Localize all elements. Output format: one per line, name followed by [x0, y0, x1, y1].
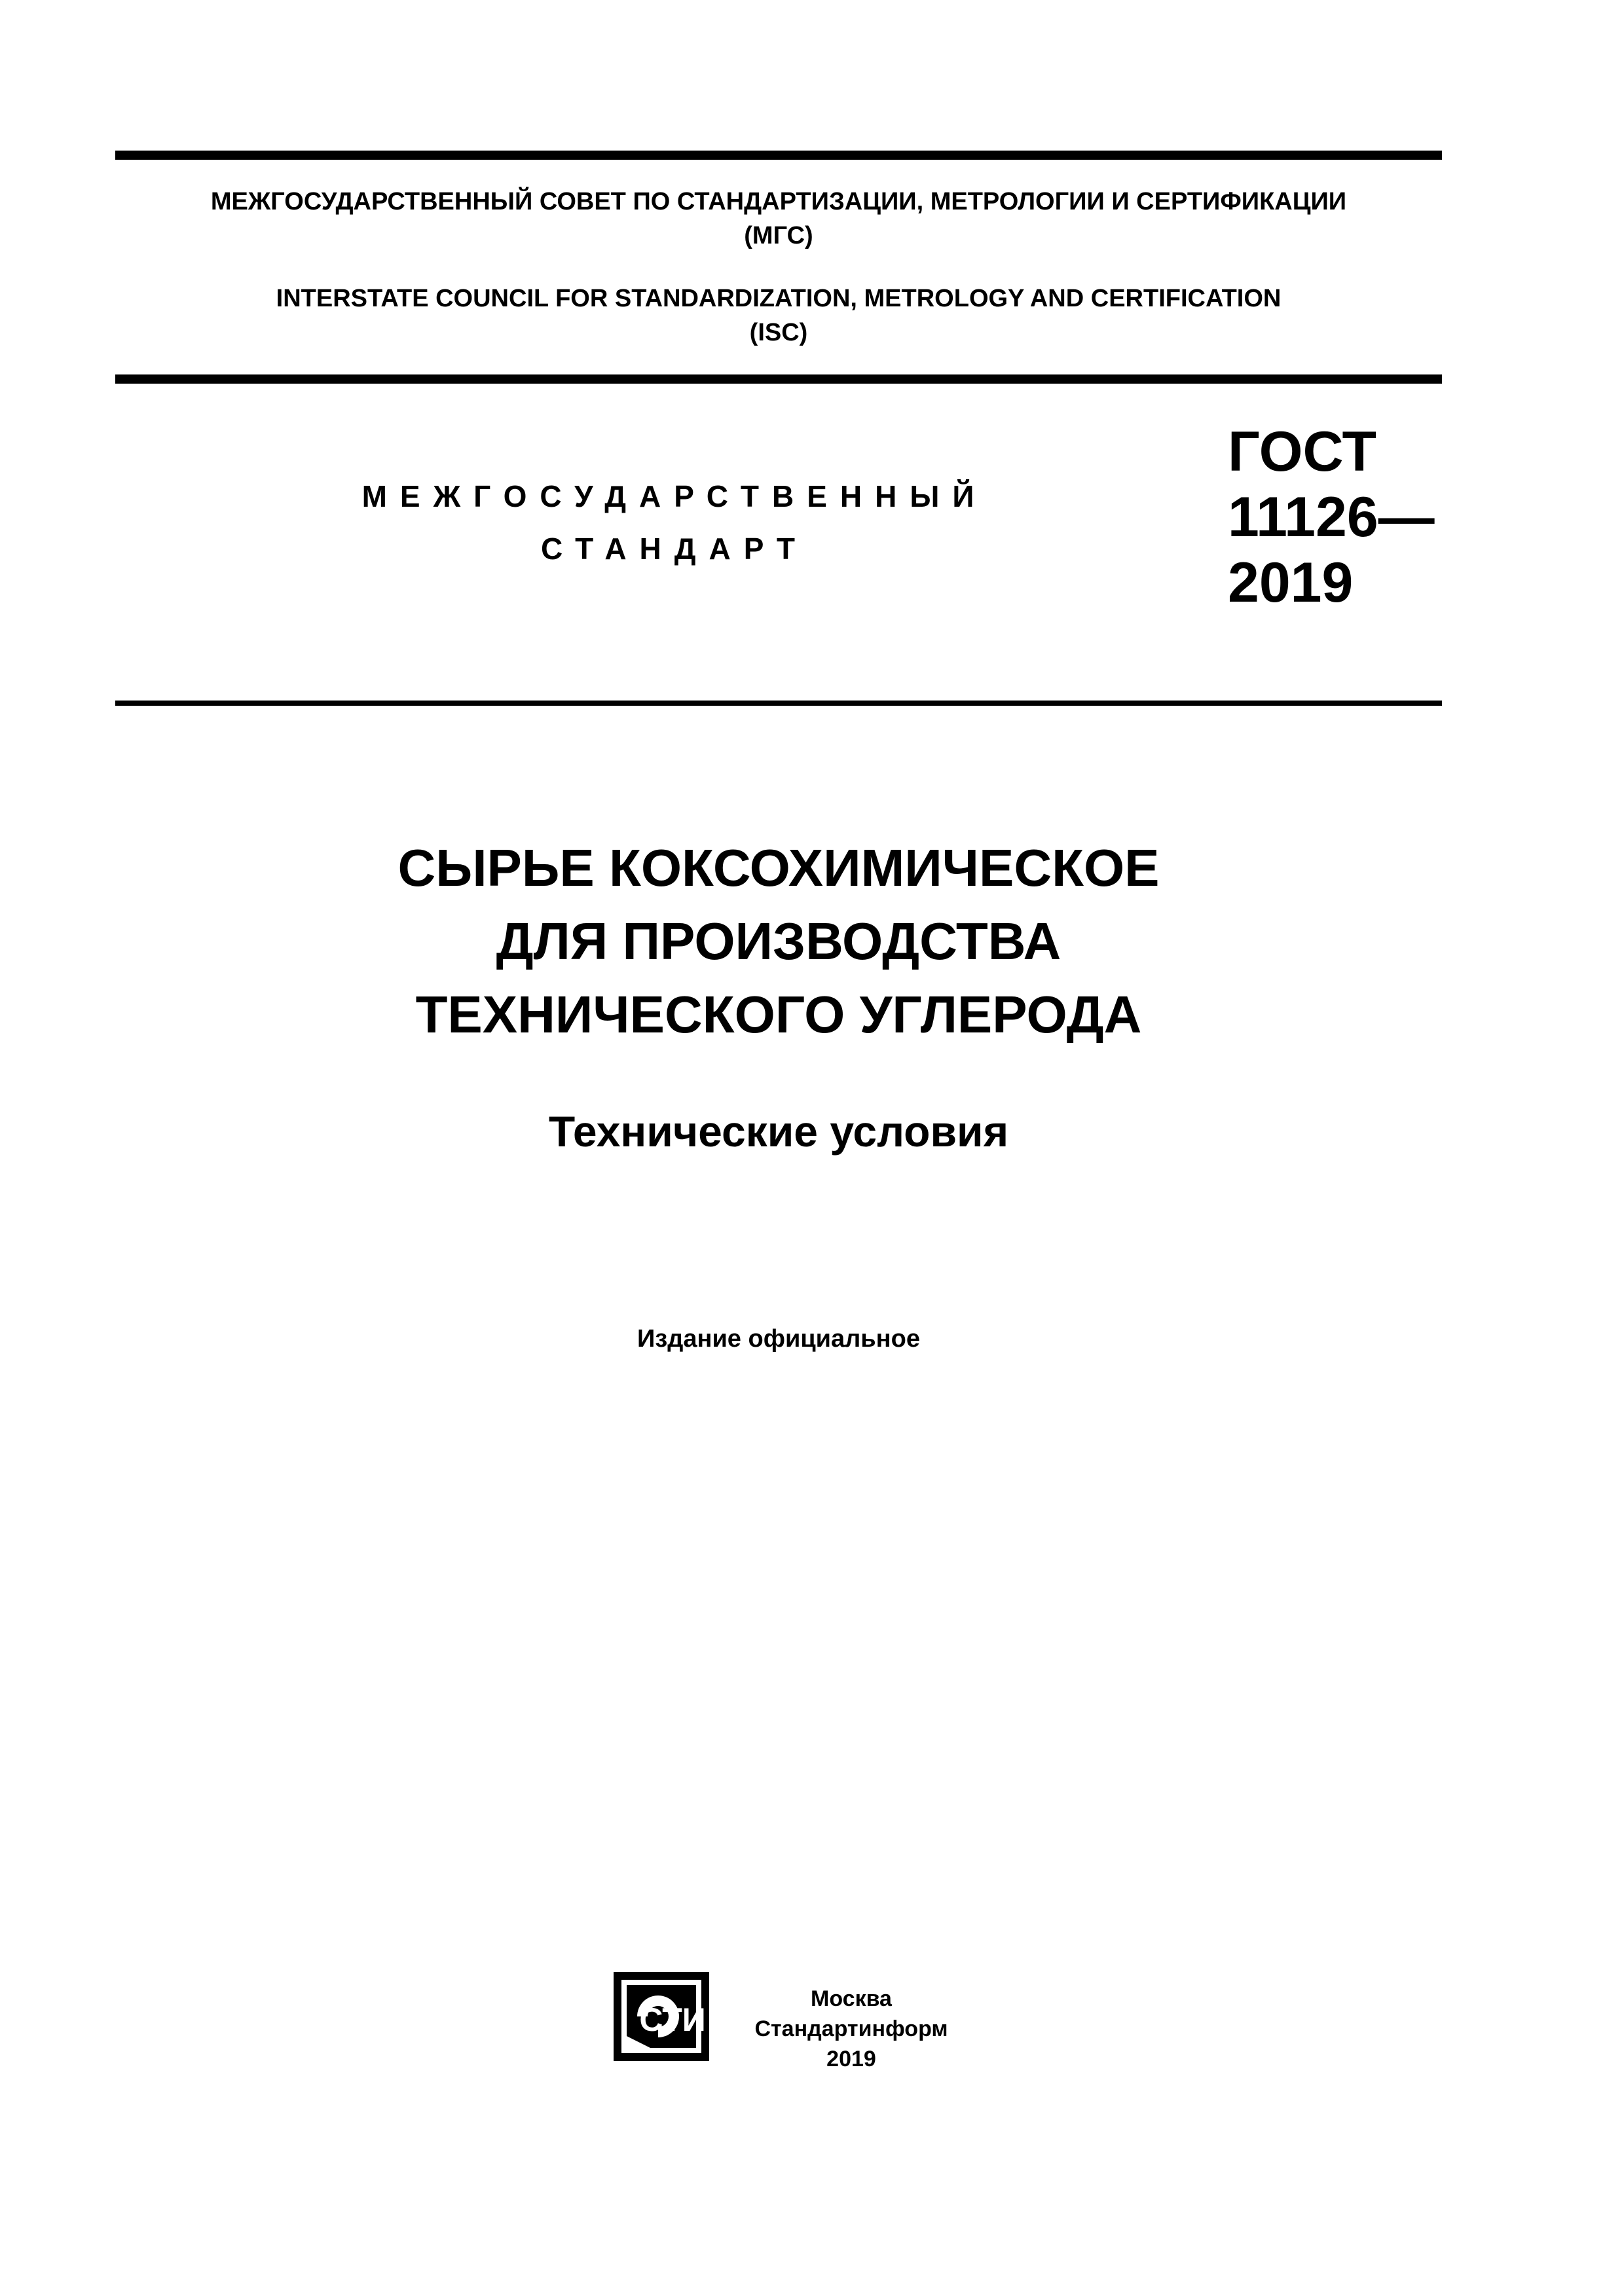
- standard-type-line1: МЕЖГОСУДАРСТВЕННЫЙ: [361, 479, 987, 513]
- standard-type: [341, 470, 1008, 575]
- title-line3: ТЕХНИЧЕСКОГО УГЛЕРОДА: [415, 985, 1142, 1044]
- document-title: [115, 831, 1442, 1051]
- edition-note: Издание официальное: [637, 1325, 920, 1353]
- middle-rule: [115, 374, 1442, 384]
- document-subtitle: Технические условия: [548, 1107, 1009, 1156]
- top-rule: [115, 151, 1442, 160]
- council-name-ru: [115, 185, 1442, 253]
- standartinform-logo-icon: [612, 1971, 710, 2062]
- gost-number: 11126—: [1228, 486, 1435, 549]
- council-ru-line1: МЕЖГОСУДАРСТВЕННЫЙ СОВЕТ ПО СТАНДАРТИЗАЦИИ, МЕТРОЛОГИИ И СЕРТИФИКАЦИИ: [210, 188, 1347, 215]
- council-name-en: [115, 282, 1442, 350]
- imprint-publisher: Стандартинформ: [754, 2016, 948, 2041]
- logo-letters: СТИ: [639, 2001, 706, 2038]
- imprint-year: 2019: [826, 2047, 876, 2071]
- imprint-city: Москва: [811, 1986, 892, 2011]
- gost-label: ГОСТ: [1228, 420, 1377, 483]
- title-line1: СЫРЬЕ КОКСОХИМИЧЕСКОЕ: [397, 839, 1160, 897]
- title-line2: ДЛЯ ПРОИЗВОДСТВА: [496, 912, 1061, 970]
- standard-type-line2: СТАНДАРТ: [541, 532, 808, 566]
- council-ru-abbrev: (МГС): [744, 222, 813, 249]
- gost-designation: [1228, 419, 1435, 615]
- council-en-line1: INTERSTATE COUNCIL FOR STANDARDIZATION, METROLOGY AND CERTIFICATION: [276, 285, 1282, 312]
- council-en-abbrev: (ISC): [749, 319, 808, 346]
- gost-year: 2019: [1228, 551, 1354, 614]
- publisher-imprint: [720, 1984, 982, 2074]
- bottom-rule: [115, 701, 1442, 706]
